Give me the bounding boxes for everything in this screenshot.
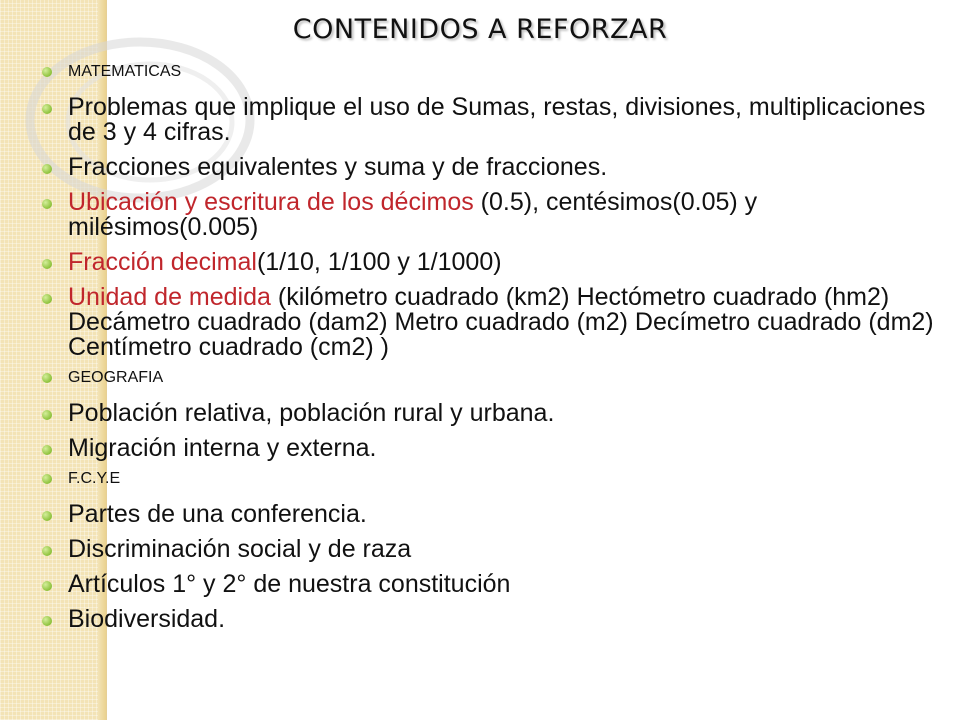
list-item <box>42 285 942 360</box>
list-item <box>42 537 942 562</box>
list-item <box>42 401 942 426</box>
bullet-dot-icon <box>42 410 52 420</box>
bullet-dot-icon <box>42 474 52 484</box>
bullet-dot-icon <box>42 199 52 209</box>
list-item-geografia <box>42 370 942 386</box>
bullet-dot-icon <box>42 373 52 383</box>
list-item-text: (1/10, 1/100 y 1/1000) <box>256 248 502 276</box>
list-item-fcye <box>42 471 942 487</box>
bullet-list <box>42 64 942 642</box>
list-item-matematicas <box>42 64 942 80</box>
list-item-text: Población relativa, población rural y urbana. <box>68 399 555 427</box>
bullet-dot-icon <box>42 445 52 455</box>
list-item <box>42 502 942 527</box>
list-item-highlight: Ubicación y escritura de los décimos <box>68 188 474 216</box>
list-item-highlight: Unidad de medida <box>68 283 271 311</box>
list-item-text: Migración interna y externa. <box>68 434 377 462</box>
list-item-text: Problemas que implique el uso de Sumas, restas, divisiones, multiplicaciones de 3 y 4 cifras. <box>68 93 926 146</box>
bullet-dot-icon <box>42 164 52 174</box>
list-item <box>42 250 942 275</box>
list-item <box>42 95 942 145</box>
list-item-text: Discriminación social y de raza <box>68 535 412 563</box>
list-item-text: GEOGRAFIA <box>68 369 164 386</box>
bullet-dot-icon <box>42 616 52 626</box>
list-item <box>42 190 942 240</box>
list-item <box>42 607 942 632</box>
list-item-text: (kilómetro cuadrado (km2) Hectómetro cuadrado (hm2) Decámetro cuadrado (dam2) Metro cuadrado (m2) Decímetro cuadrado (dm2) Centímetro cuadrado (cm2) ) <box>68 283 934 361</box>
list-item <box>42 155 942 180</box>
list-item-text: MATEMATICAS <box>68 63 182 80</box>
list-item-highlight: Fracción decimal <box>68 248 257 276</box>
list-item-text: F.C.Y.E <box>68 470 121 487</box>
list-item-text: Fracciones equivalentes y suma y de fracciones. <box>68 153 608 181</box>
bullet-dot-icon <box>42 581 52 591</box>
bullet-dot-icon <box>42 546 52 556</box>
bullet-dot-icon <box>42 259 52 269</box>
bullet-dot-icon <box>42 511 52 521</box>
list-item-text: Artículos 1° y 2° de nuestra constitución <box>68 570 511 598</box>
list-item-text: (0.5), centésimos(0.05) y milésimos(0.005) <box>68 188 758 241</box>
bullet-dot-icon <box>42 294 52 304</box>
bullet-dot-icon <box>42 67 52 77</box>
list-item <box>42 572 942 597</box>
bullet-dot-icon <box>42 104 52 114</box>
list-item <box>42 436 942 461</box>
list-item-text: Biodiversidad. <box>68 605 226 633</box>
slide-title: CONTENIDOS A REFORZAR <box>292 14 668 45</box>
list-item-text: Partes de una conferencia. <box>68 500 367 528</box>
